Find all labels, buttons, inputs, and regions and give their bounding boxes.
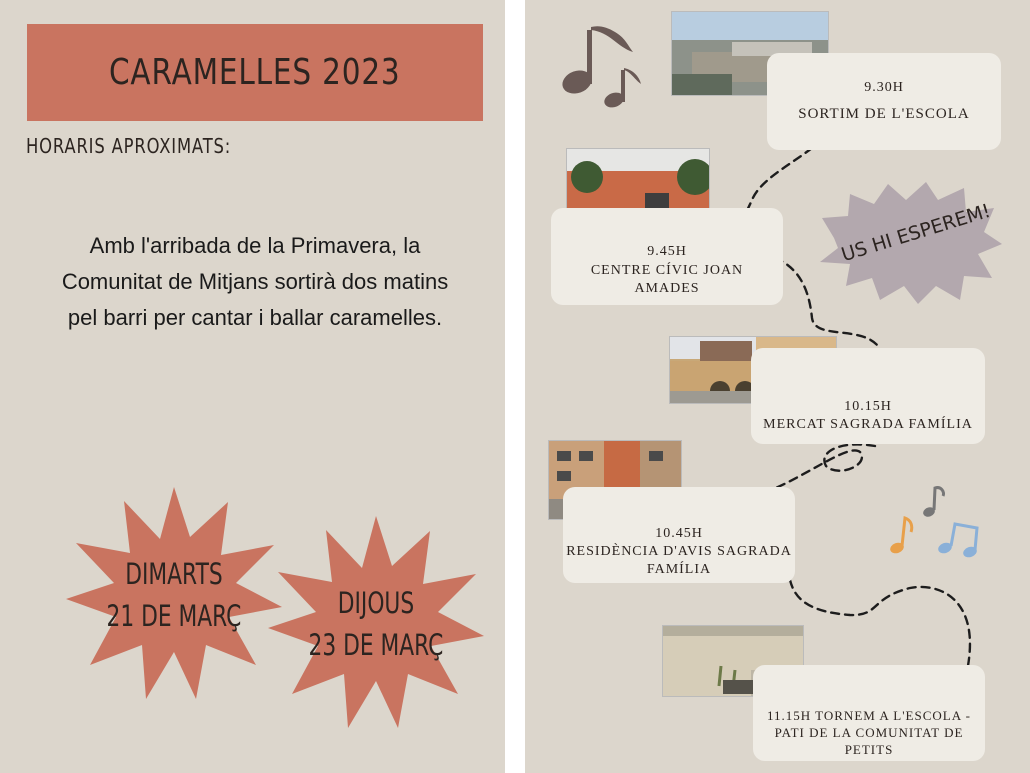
- thursday-day: DIJOUS: [337, 586, 415, 620]
- stop-time-4: 10.45H: [655, 526, 703, 541]
- stop-time-5: [759, 707, 979, 758]
- stop-place-2: CENTRE CÍVIC JOAN AMADES: [590, 263, 744, 296]
- stop-card-4: [563, 487, 795, 583]
- stop-card-3: [751, 348, 985, 444]
- stop-card-5: [753, 665, 985, 761]
- stop-time-5-text: 11.15H: [767, 708, 812, 723]
- stop-time-3: 10.15H: [844, 399, 892, 414]
- schedule-heading: HORARIS APROXIMATS:: [26, 134, 232, 158]
- thursday-date: 23 DE MARÇ: [308, 628, 444, 662]
- stop-card-2: [551, 208, 783, 305]
- intro-text: Amb l'arribada de la Primavera, la Comunitat de Mitjans sortirà dos matins pel barri per cantar i ballar caramelles.: [61, 233, 449, 330]
- tuesday-date: 21 DE MARÇ: [106, 599, 242, 633]
- stop-time-1: 9.30H: [864, 80, 904, 95]
- tuesday-day: DIMARTS: [125, 557, 223, 591]
- stop-place-4: RESIDÈNCIA D'AVIS SAGRADA FAMÍLIA: [566, 544, 792, 577]
- stop-time-2: 9.45H: [647, 244, 687, 259]
- welcome-text: US HI ESPEREM!: [838, 199, 994, 267]
- stop-place-1: SORTIM DE L'ESCOLA: [798, 106, 970, 122]
- music-note-icon: [555, 22, 645, 117]
- colored-music-notes-icon: [885, 484, 985, 562]
- page-title: CARAMELLES 2023: [109, 52, 401, 93]
- stop-place-3: MERCAT SAGRADA FAMÍLIA: [763, 417, 973, 432]
- stop-place-5: TORNEM A L'ESCOLA - PATI DE LA COMUNITAT DE PETITS: [774, 708, 971, 757]
- stop-card-1: [767, 53, 1001, 150]
